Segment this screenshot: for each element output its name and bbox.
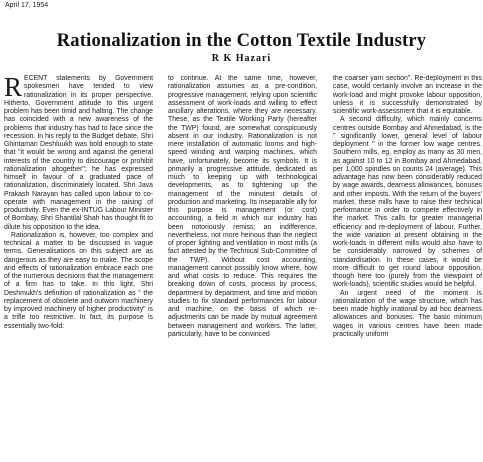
article-author: R K Hazari <box>211 53 272 64</box>
article-title: Rationalization in the Cotton Textile Industry <box>56 31 427 51</box>
paragraph <box>4 75 153 232</box>
paragraph-text: ECENT statements by Government spokesmen have tended to view rationalization in its proper perspective. Hitherto, Government attitude to this urgent problem has been timid and halting. The change has coincided with a new awareness of the problems that industry has had to face since the recession. In his reply to the Budget debate, Shri Ghintaman Deshluukh was bold enough to state that "it would be wrong and against the general interests of the country to discourage or prohibit rationalization altogether"; he has expressed himself in favour of a graduated pace of rationalization, discriminately located. Shri Java Prakash Narayan has called upon labour to co-operate with management in the raising of productivity. Even the ex-INTUG Labour Minister of Bombay, Shri Shantilal Shah has thought fit to dilute his opposition to the idea. <box>4 75 153 231</box>
drop-cap: R <box>4 75 23 102</box>
paragraph: An urgent need of the moment is rationalization of the wage structure, which has been made highly irrational by ad hoc dearness allowances and bonuses. The basic minimum wages in various centres have been made practically uniform <box>333 289 482 338</box>
paragraph: the coarser yarn section". Re-deployment in this case, would certainly involve an increase in the work-load and might provoke labour opposition, unless it is successfully demonstrated by scientific work-assessment that it is equitable. <box>333 75 482 115</box>
article-column-3 <box>333 75 482 460</box>
paragraph: Rationalization is, however, too complex and technical a matter to be discussed in vague terms. Generalisations on this subject are as dangerous as they are easy to make. The scope and effects of rationalization embrace each one of the numerous decisions that the management of a firm has to take. In this light, Shri Deshmukh's definition of rationalization as " the replacement of obsolete and outworn machinery by improved machinery of higher productivity" is a trifle too restrictive. In fact, its purpose is essentially two-fold: <box>4 231 153 330</box>
article-column-1 <box>4 75 153 460</box>
article-column-2 <box>168 75 317 460</box>
issue-date: April 17, 1954 <box>5 2 49 9</box>
paragraph: to continue. At the same time, however, rationalization assumes as a pre-condition, progressive management, relying upon scientific assessment of work-loads and willing to effect ancillary alterations, where they are necessary. These, as the Textile Working Party (hereafter the TWP) found, are somewhat conspicuously absent in our industry. Rationalization is not mere installation of automatic looms and high-speed winding and warping machines, which have, unfortunately, become its symbols. It is primarily a progressive attitude, dedicated as much to keeping up with technological developments, as to tightening up the management of the minutest details of production and marketing. Its inseparable ally for this purpose is management (or cost) accounting, a field in which our industry has been notoriously remiss; an indifference, nevertheless, not more heinous than the neglect of proper lighting and ventilation in most mills (a fact attested by the Technical Sub-Committee of the TWP). Without cost accounting, management cannot possibly know where, how and what costs to reduce. This requires the breaking down of costs, process by process, department by department, and time and motion studies to fix standard performances for labour and machine, on the basis of which re-adjustments can be made by mutual agreement between management and workers. The latter, particularly, have to be convinced <box>168 75 317 338</box>
paragraph: A second difficulty, which mainly concerns centres outside Bombay and Ahmedabad, is the " significantly lower, general level of labour deployment " in the former low wage centres. Southern mills, eg, employ as many as 30 men, as against 10 to 12 in Bombay and Ahmedabad, per 1,000 spindles on counts 24 (average). This advantage has now been considerably reduced by wage awards, dearness allowances, bonuses and other imposts. With the return of the buyers' market, these mills have to raise their technical performance in order to compete effectively in the market. This calls for greater managerial efficiency and re-deployment of labour. Further, the wide variation at present obtaining in the work-loads in different mills would also have to be considerably narrowed by schemes of standardisation. In these cases, it would be more difficult to get round labour opposition, though here too (purely from the viewpoint of work-loads), scientific studies would be helpful. <box>333 116 482 289</box>
